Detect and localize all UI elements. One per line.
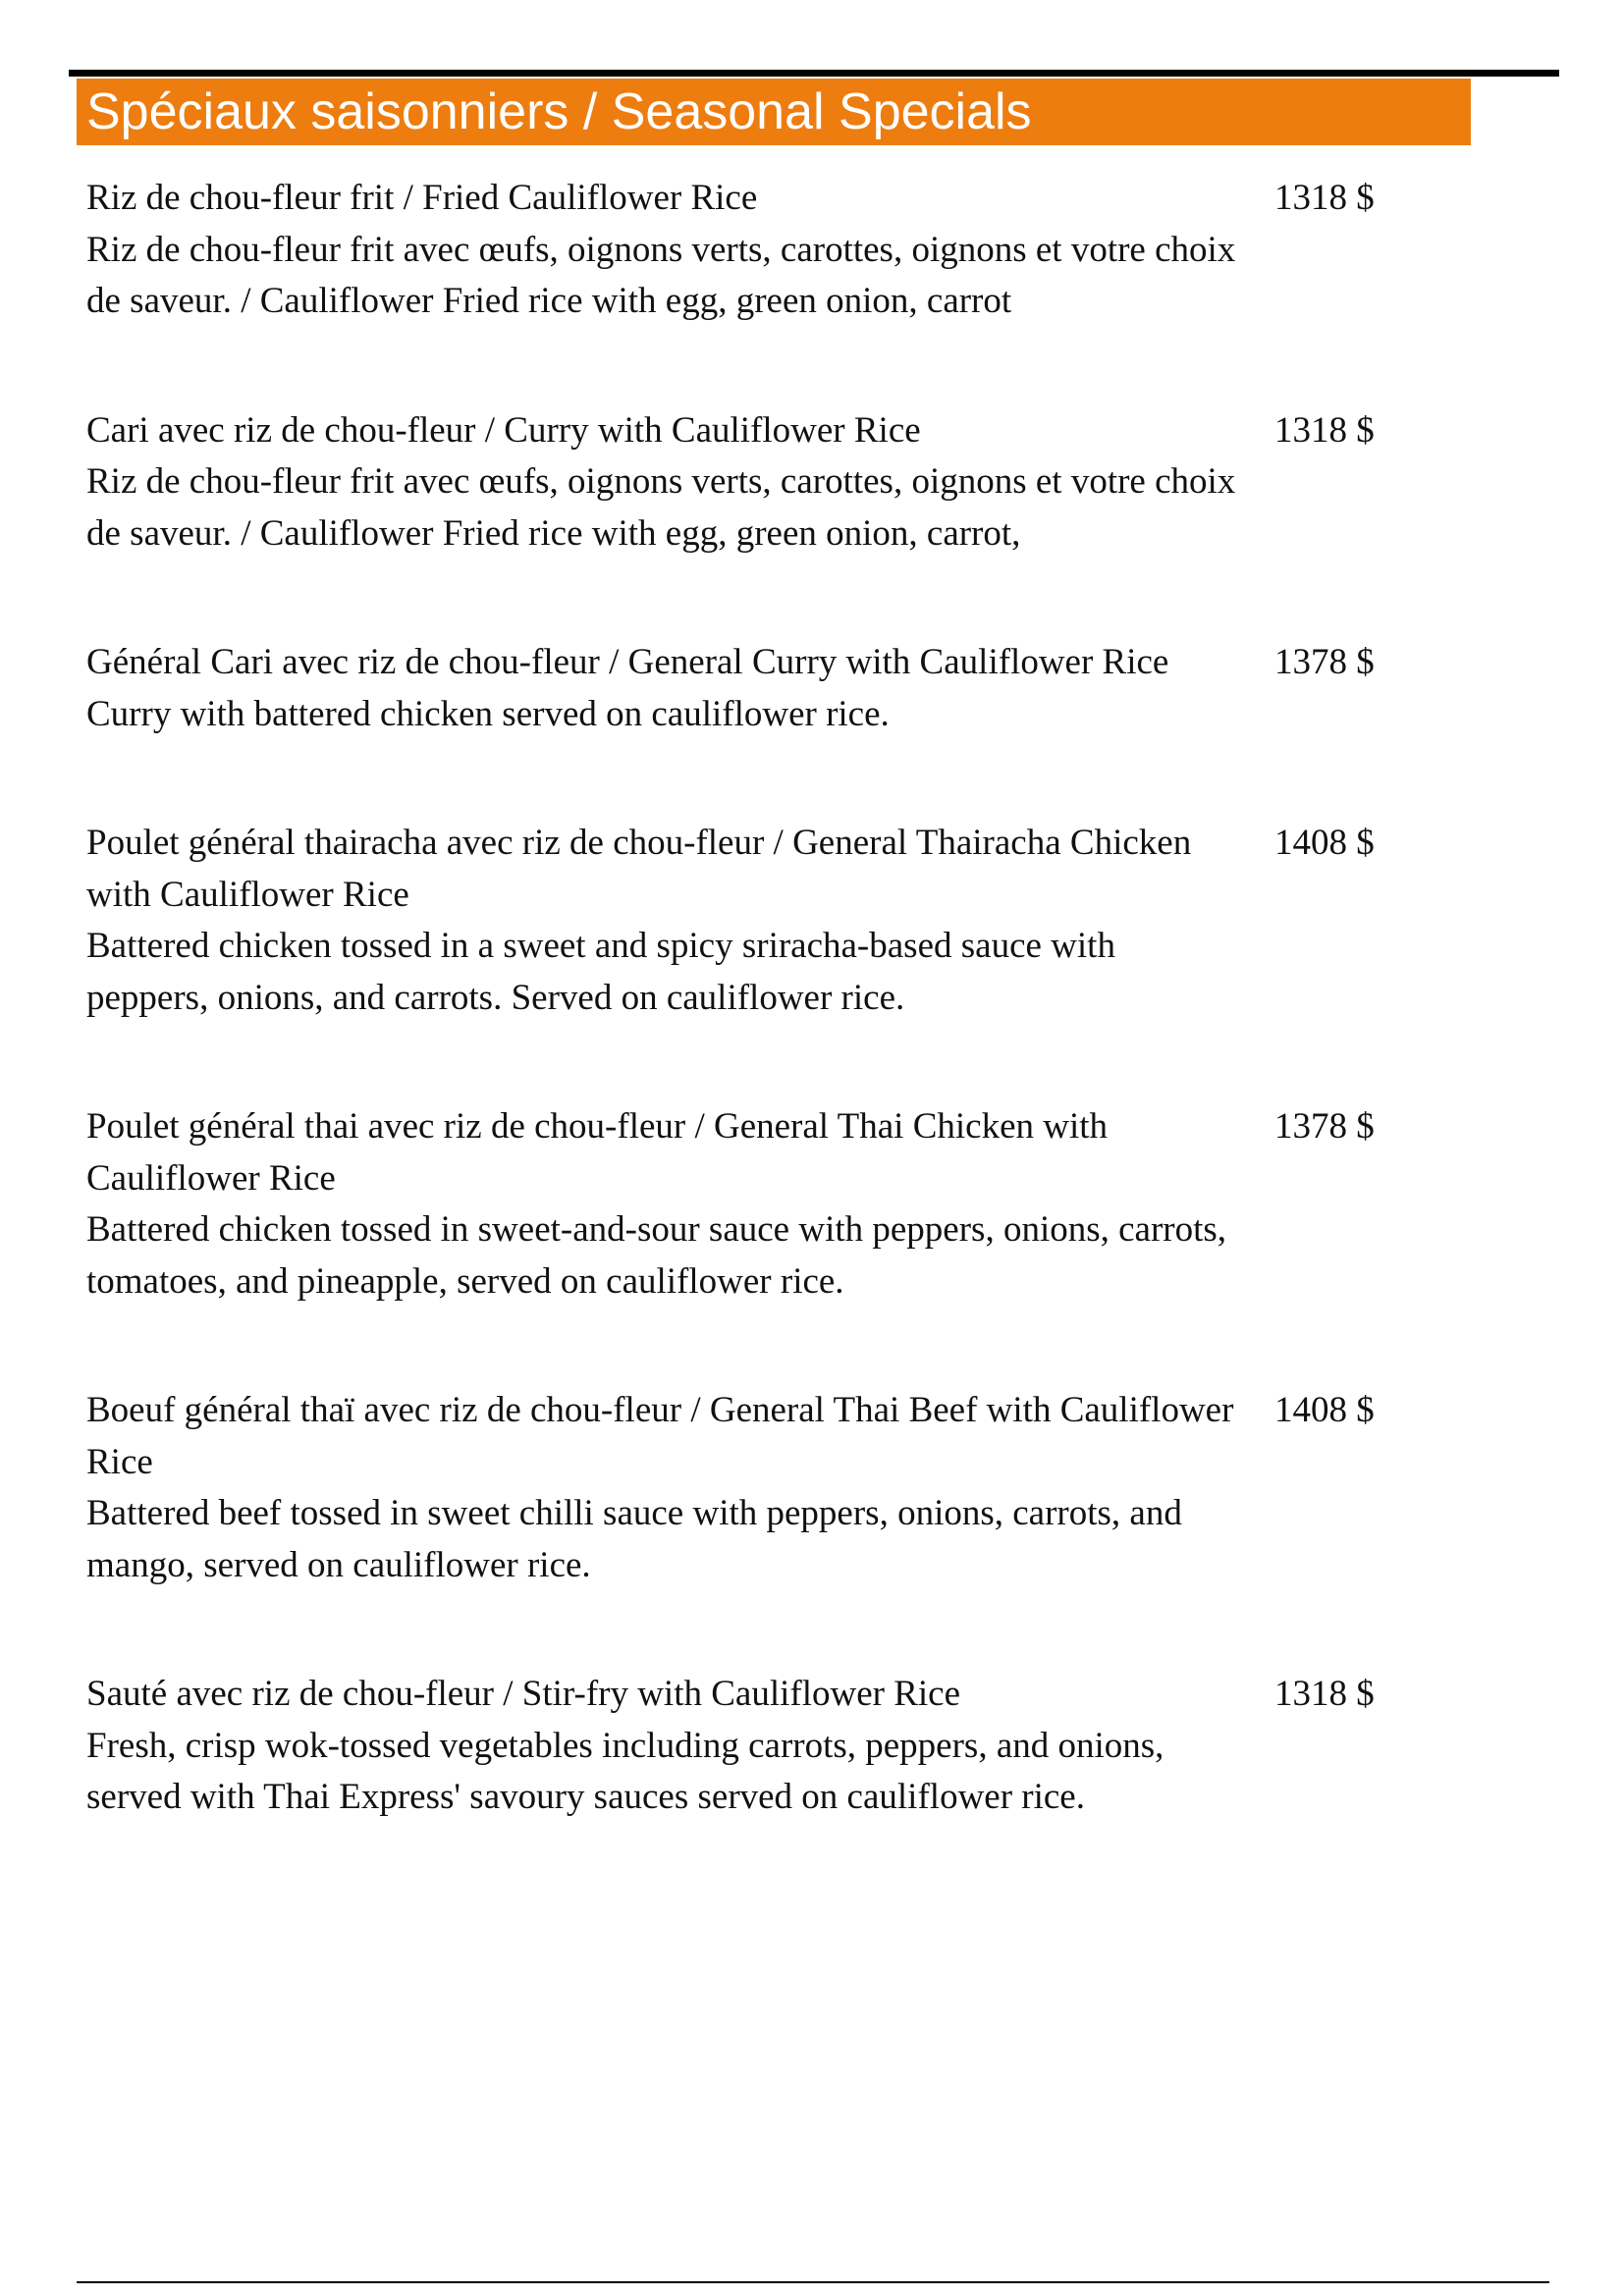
bottom-divider	[77, 2281, 1549, 2283]
menu-item	[86, 818, 1402, 1024]
section-title: Spéciaux saisonniers / Seasonal Specials	[86, 83, 1032, 140]
item-price: 1318 $	[1274, 178, 1375, 218]
item-price: 1318 $	[1274, 409, 1375, 451]
item-name: Sauté avec riz de chou-fleur / Stir-fry with Cauliflower Rice	[86, 1674, 961, 1714]
menu-item	[86, 1101, 1402, 1308]
item-description: Riz de chou-fleur frit avec œufs, oignons verts, carottes, oignons et votre choix de saveur. / Cauliflower Fried rice with egg, green onion, carrot,	[86, 461, 1236, 554]
menu-item	[86, 173, 1402, 328]
item-name: Poulet général thai avec riz de chou-fleur / General Thai Chicken with Cauliflower Rice	[86, 1106, 1109, 1199]
item-price: 1408 $	[1274, 1390, 1375, 1430]
item-name: Général Cari avec riz de chou-fleur / General Curry with Cauliflower Rice	[86, 642, 1169, 682]
item-description: Fresh, crisp wok-tossed vegetables including carrots, peppers, and onions, served with Thai Express' savoury sauces served on cauliflower rice.	[86, 1725, 1164, 1817]
menu-item	[86, 405, 1402, 561]
item-description: Riz de chou-fleur frit avec œufs, oignons verts, carottes, oignons et votre choix de saveur. / Cauliflower Fried rice with egg, green onion, carrot	[86, 229, 1236, 321]
item-name: Riz de chou-fleur frit / Fried Cauliflower Rice	[86, 178, 758, 218]
item-description: Battered beef tossed in sweet chilli sauce with peppers, onions, carrots, and mango, served on cauliflower rice.	[86, 1493, 1182, 1585]
menu-item	[86, 1669, 1402, 1824]
item-price: 1378 $	[1274, 1106, 1375, 1147]
section-header	[77, 79, 1471, 145]
top-divider	[69, 70, 1559, 77]
item-description: Curry with battered chicken served on cauliflower rice.	[86, 693, 890, 734]
item-price: 1318 $	[1274, 1674, 1375, 1714]
item-description: Battered chicken tossed in sweet-and-sour sauce with peppers, onions, carrots, tomatoes, and pineapple, served on cauliflower rice.	[86, 1209, 1227, 1302]
item-price: 1408 $	[1274, 823, 1375, 863]
item-name: Poulet général thairacha avec riz de chou-fleur / General Thairacha Chicken with Cauliflower Rice	[86, 823, 1192, 915]
menu-item	[86, 637, 1402, 740]
item-description: Battered chicken tossed in a sweet and spicy sriracha-based sauce with peppers, onions, and carrots. Served on cauliflower rice.	[86, 926, 1115, 1018]
item-price: 1378 $	[1274, 642, 1375, 682]
menu-items-list	[86, 173, 1402, 1824]
item-name: Boeuf général thaï avec riz de chou-fleur / General Thai Beef with Cauliflower Rice	[86, 1390, 1234, 1482]
menu-item	[86, 1385, 1402, 1591]
item-name: Cari avec riz de chou-fleur / Curry with Cauliflower Rice	[86, 409, 921, 451]
